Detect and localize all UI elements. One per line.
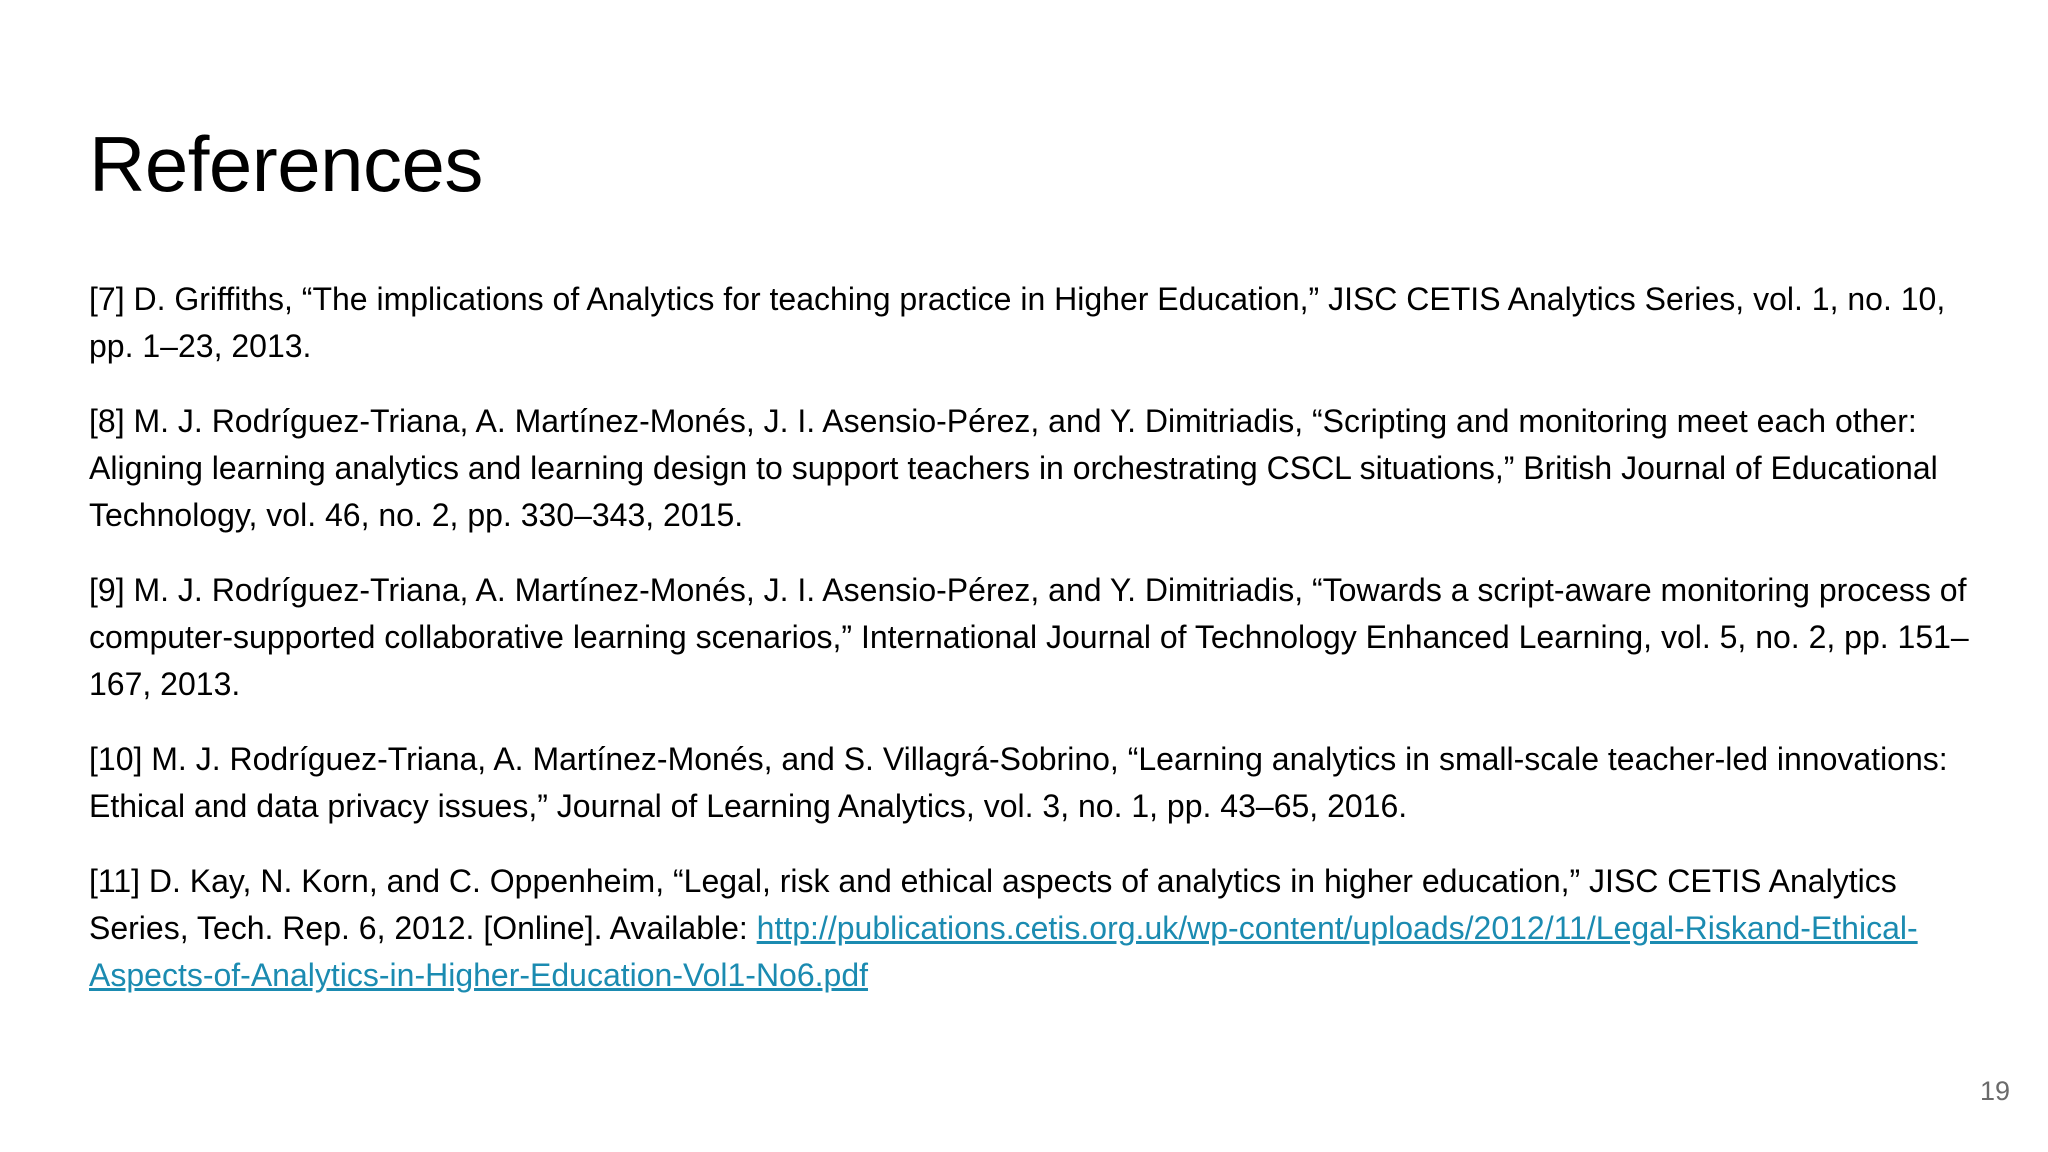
reference-item [89, 398, 1969, 539]
reference-url-link[interactable]: http://publications.cetis.org.uk/wp-content/uploads/2012/11/Legal-Riskand-Ethical-Aspects-of-Analytics-in-Higher-Education-Vol1-No6.pdf [89, 910, 1918, 993]
reference-list [89, 276, 1969, 1027]
reference-text: [10] M. J. Rodríguez-Triana, A. Martínez-Monés, and S. Villagrá-Sobrino, “Learning analytics in small-scale teacher-led innovations: Ethical and data privacy issues,” Journal of Learning Analytics, vol. 3, no. 1, pp. 43–65, 2016. [89, 741, 1948, 824]
slide-title: References [89, 120, 483, 208]
reference-text: [8] M. J. Rodríguez-Triana, A. Martínez-Monés, J. I. Asensio-Pérez, and Y. Dimitriadis, “Scripting and monitoring meet each other: Aligning learning analytics and learning design to support teachers in orchestrating CSCL situations,” British Journal of Educational Technology, vol. 46, no. 2, pp. 330–343, 2015. [89, 403, 1938, 533]
reference-item [89, 858, 1969, 999]
reference-text: [11] D. Kay, N. Korn, and C. Oppenheim, “Legal, risk and ethical aspects of analytics in higher education,” JISC CETIS Analytics Series, Tech. Rep. 6, 2012. [Online]. Available: [89, 863, 1897, 946]
reference-item [89, 276, 1969, 370]
reference-text: [9] M. J. Rodríguez-Triana, A. Martínez-Monés, J. I. Asensio-Pérez, and Y. Dimitriadis, “Towards a script-aware monitoring process of computer-supported collaborative learning scenarios,” International Journal of Technology Enhanced Learning, vol. 5, no. 2, pp. 151–167, 2013. [89, 572, 1969, 702]
page-number: 19 [1979, 1076, 2010, 1106]
reference-item [89, 736, 1969, 830]
reference-text: [7] D. Griffiths, “The implications of Analytics for teaching practice in Higher Education,” JISC CETIS Analytics Series, vol. 1, no. 10, pp. 1–23, 2013. [89, 281, 1946, 364]
reference-item [89, 567, 1969, 708]
